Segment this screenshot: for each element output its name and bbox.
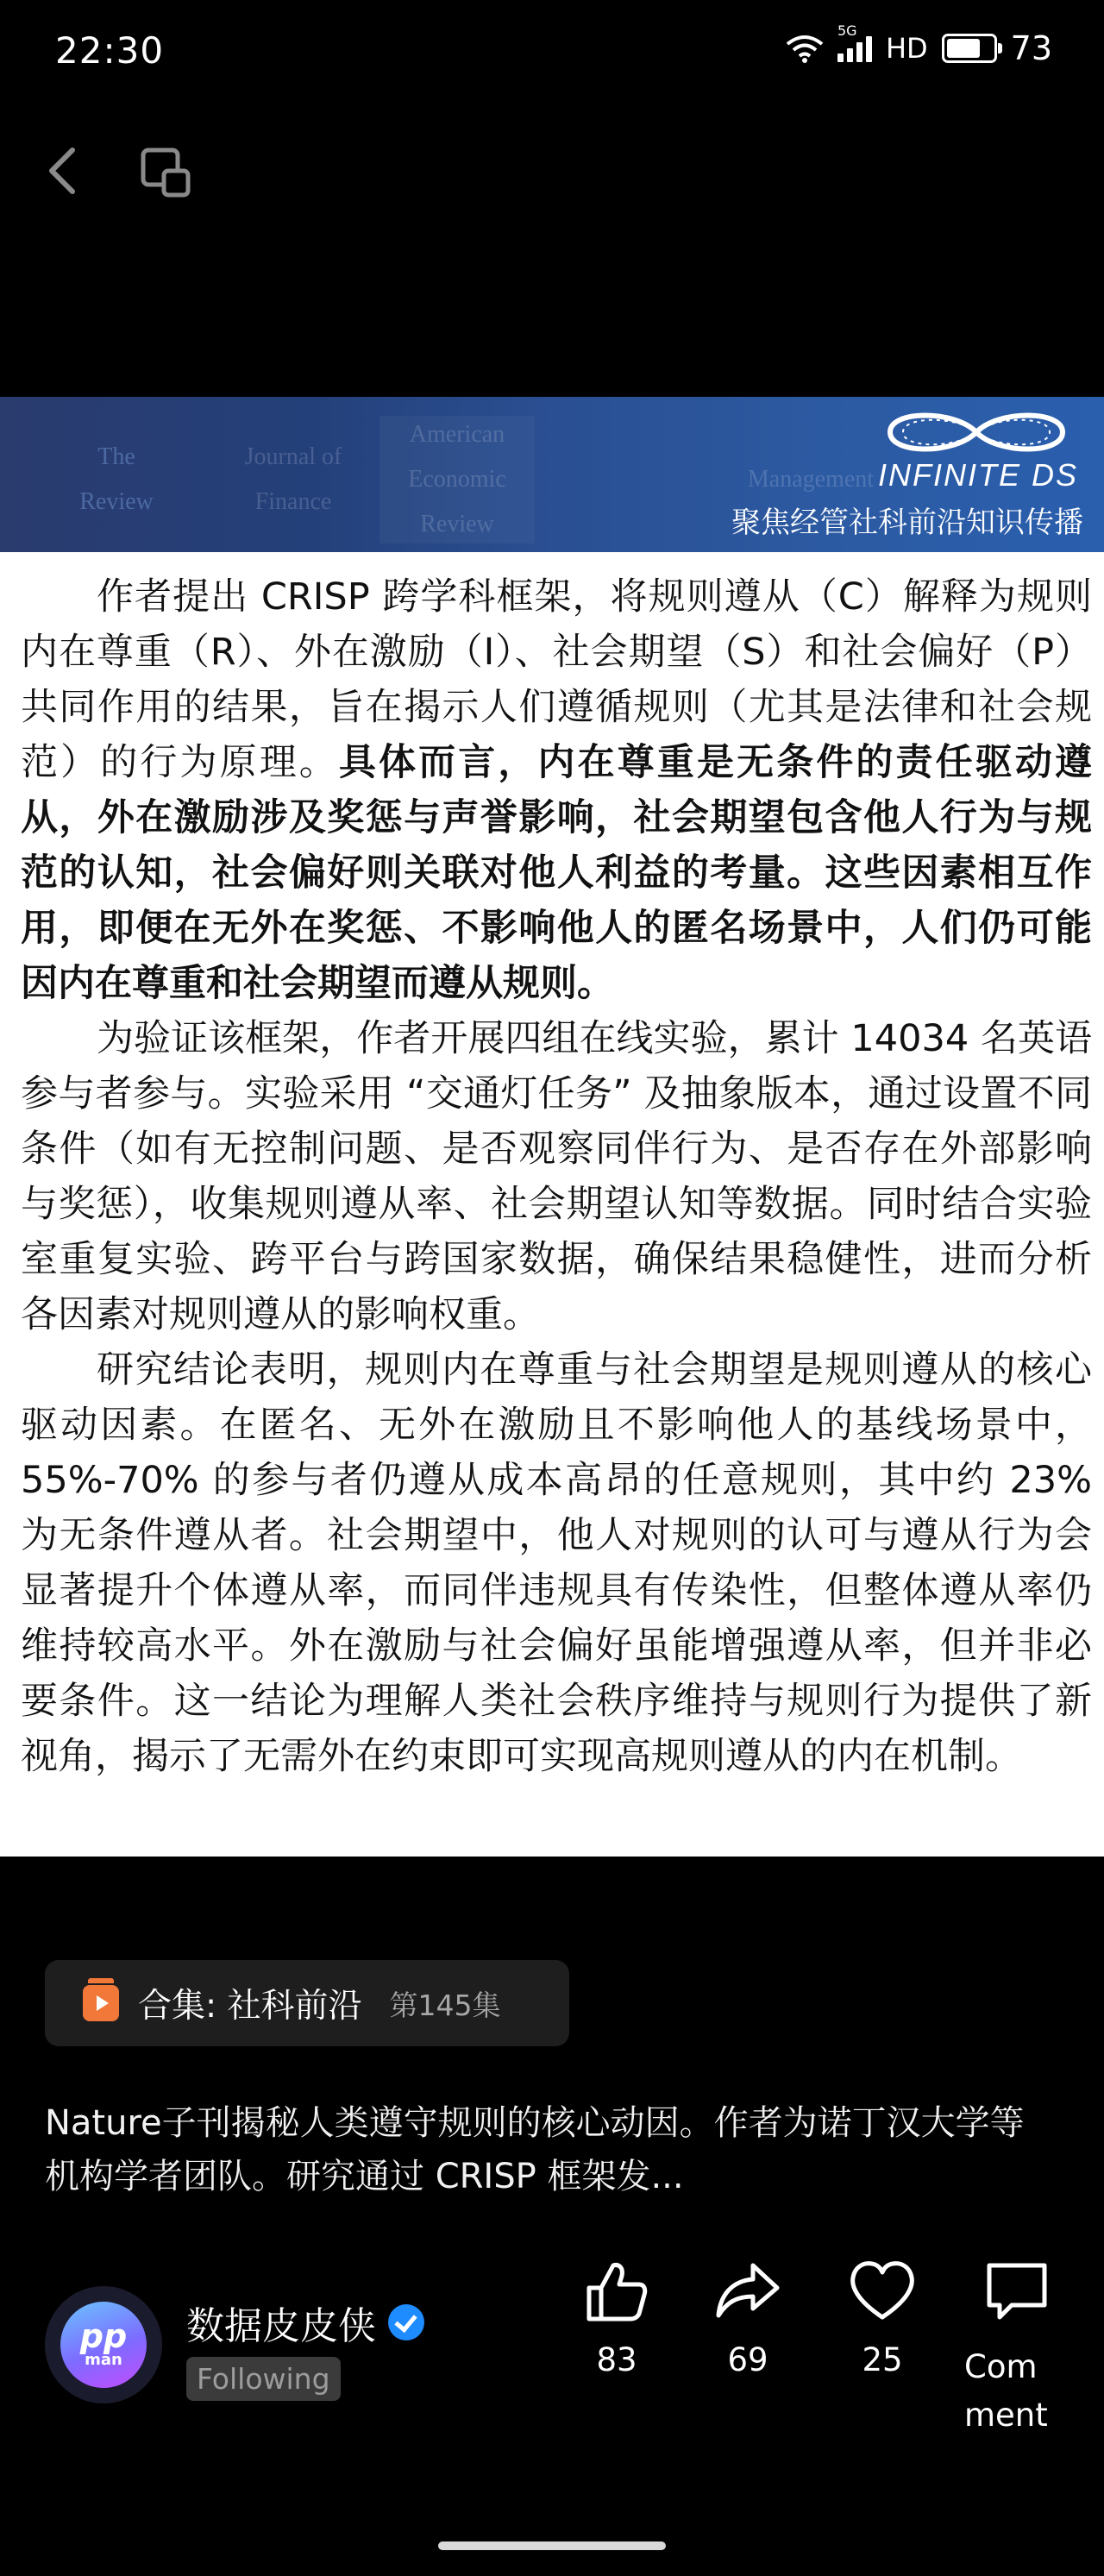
- journal-cover-1: The Review: [79, 443, 154, 515]
- thumbs-up-icon: [582, 2257, 651, 2326]
- article-paragraph: 研究结论表明，规则内在尊重与社会期望是规则遵从的核心驱动因素。在匿名、无外在激励且不影响他人的基线场景中，55%-70% 的参与者仍遵从成本高昂的任意规则，其中约 23% 为无条件遵从者。社会期望中，他人对规则的认可与遵从行为会显著提升个体遵从率，而同伴违规具有传染性，但整体遵从率仍维持较高水平。外在激励与社会偏好虽能增强遵从率，但并非必要条件。这一结论为理解人类社会秩序维持与规则行为提供了新视角，揭示了无需外在约束即可实现高规则遵从的内在机制。: [21, 1348, 1092, 1778]
- following-button[interactable]: Following: [186, 2357, 341, 2401]
- journal-cover-2: Journal of Finance: [244, 443, 342, 515]
- collection-chip[interactable]: [45, 1960, 569, 2046]
- article-paragraph: 为验证该框架，作者开展四组在线实验，累计 14034 名英语参与者参与。实验采用 “交通灯任务” 及抽象版本，通过设置不同条件（如有无控制问题、是否观察同伴行为、是否存在外部影响与奖惩），收集规则遵从率、社会期望认知等数据。同时结合实验室重复实验、跨平台与跨国家数据，确保结果稳健性，进而分析各因素对规则遵从的影响权重。: [21, 1017, 1092, 1336]
- wifi-icon: [786, 34, 824, 63]
- comment-button[interactable]: [961, 2257, 1073, 2326]
- article-body: [0, 552, 1104, 1857]
- avatar-subtext: man: [85, 2351, 122, 2369]
- article-paragraph-bold: 具体而言，内在尊重是无条件的责任驱动遵从，外在激励涉及奖惩与声誉影响，社会期望包含他人行为与规范的认知，社会偏好则关联对他人利益的考量。这些因素相互作用，即便在无外在奖惩、不影响他人的匿名场景中，人们仍可能因内在尊重和社会期望而遵从规则。: [21, 741, 1093, 1005]
- mini-window-icon[interactable]: [138, 145, 193, 200]
- like-count: 83: [596, 2341, 637, 2378]
- verified-badge-icon: [388, 2304, 424, 2340]
- signal-strength-icon: [837, 22, 872, 62]
- favorite-button[interactable]: [826, 2257, 938, 2378]
- logo-text: INFINITE DS: [877, 457, 1078, 493]
- heart-icon: [848, 2257, 917, 2326]
- video-description[interactable]: Nature子刊揭秘人类遵守规则的核心动因。作者为诺丁汉大学等机构学者团队。研究通过 CRISP 框架发...: [45, 2103, 1025, 2196]
- collection-label: 合集: 社科前沿: [138, 1987, 362, 2026]
- favorite-count: 25: [862, 2341, 903, 2378]
- collection-episode: 第145集: [389, 1988, 501, 2022]
- author-name-row[interactable]: [186, 2295, 424, 2350]
- hd-indicator: HD: [885, 32, 928, 65]
- share-count: 69: [727, 2341, 768, 2378]
- back-arrow-icon[interactable]: [38, 140, 90, 202]
- network-type: 5G: [837, 22, 857, 39]
- journal-cover-4: Management: [747, 466, 875, 493]
- battery-level: 73: [1010, 29, 1052, 67]
- share-button[interactable]: [692, 2257, 804, 2378]
- avatar[interactable]: [45, 2286, 162, 2403]
- home-indicator[interactable]: [438, 2541, 666, 2550]
- avatar-text: pp: [79, 2317, 128, 2355]
- comment-label[interactable]: Comment: [964, 2348, 1048, 2434]
- banner-slogan: 聚焦经管社科前沿知识传播: [731, 506, 1083, 540]
- author-name: 数据皮皮侠: [186, 2304, 376, 2348]
- journal-cover-3: American Economic Review: [380, 416, 535, 543]
- infinity-logo-icon: [873, 405, 1080, 459]
- comment-bubble-icon: [982, 2257, 1051, 2326]
- article-paragraph-text: 作者提出 CRISP 跨学科框架，将规则遵从（C）解释为规则内在尊重（R）、外在激励（I）、社会期望（S）和社会偏好（P）共同作用的结果，旨在揭示人们遵循规则（尤其是法律和社会规范）的行为原理。: [21, 575, 1092, 784]
- like-button[interactable]: [561, 2257, 673, 2378]
- battery-icon: [942, 34, 997, 63]
- collection-icon: [83, 1985, 119, 2021]
- status-time: 22:30: [55, 29, 165, 72]
- article-banner: [0, 397, 1104, 552]
- status-icons: [786, 22, 1052, 67]
- share-arrow-icon: [713, 2257, 782, 2326]
- article-paragraph: [21, 569, 1092, 1011]
